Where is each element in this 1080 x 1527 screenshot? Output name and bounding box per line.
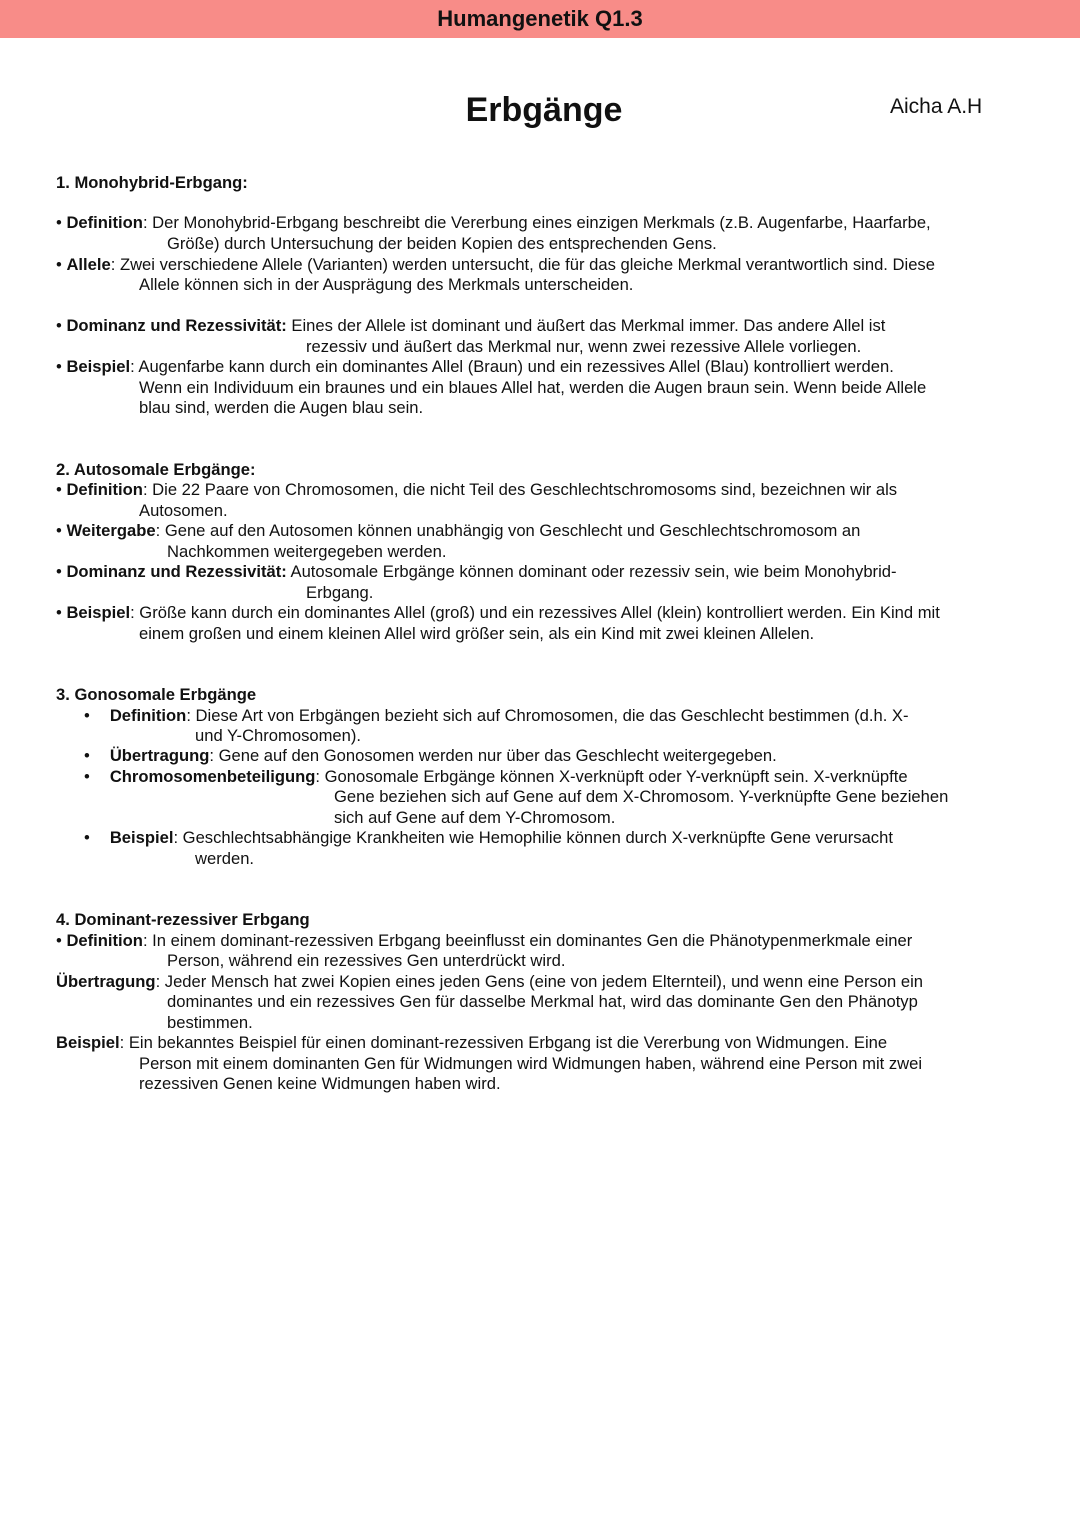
s2-dominance-line xyxy=(56,562,897,582)
section-heading-gonosomal: 3. Gonosomale Erbgänge xyxy=(56,685,257,704)
s1-dominance-line xyxy=(56,316,885,336)
bullet: • xyxy=(56,603,62,622)
section-heading-autosomal: 2. Autosomale Erbgänge: xyxy=(56,460,256,479)
s1-example-cont-2: blau sind, werden die Augen blau sein. xyxy=(139,398,424,417)
dominance-text: Autosomale Erbgänge können dominant oder rezessiv sein, wie beim Monohybrid- xyxy=(286,562,897,581)
header-banner xyxy=(0,0,1080,38)
allele-text: : Zwei verschiedene Allele (Varianten) werden untersucht, die für das gleiche Merkmal verantwortlich sind. Diese xyxy=(110,255,935,274)
s1-definition-cont: Größe) durch Untersuchung der beiden Kopien des entsprechenden Gens. xyxy=(167,234,717,253)
example-text: : Geschlechtsabhängige Krankheiten wie Hemophilie können durch X-verknüpfte Gene verursacht xyxy=(173,828,893,847)
s4-example-cont-2: rezessiven Genen keine Widmungen haben wird. xyxy=(139,1074,501,1093)
s1-allele-cont: Allele können sich in der Ausprägung des Merkmals unterscheiden. xyxy=(139,275,634,294)
passing-text: : Gene auf den Autosomen können unabhängig von Geschlecht und Geschlechtschromosom an xyxy=(155,521,861,540)
s2-dominance-cont: Erbgang. xyxy=(306,583,374,602)
s3-transfer-line xyxy=(84,746,777,766)
bullet: • xyxy=(56,316,62,335)
author-name: Aicha A.H xyxy=(890,95,983,118)
term-definition: Definition xyxy=(66,213,143,232)
bullet: • xyxy=(56,480,62,499)
transfer-text: : Gene auf den Gonosomen werden nur über das Geschlecht weitergegeben. xyxy=(209,746,777,765)
s1-example-line xyxy=(56,357,894,377)
s2-definition-cont: Autosomen. xyxy=(139,501,228,520)
bullet: • xyxy=(56,213,62,232)
term-chromosome: Chromosomenbeteiligung xyxy=(109,767,316,786)
s4-transfer-line xyxy=(56,972,923,992)
definition-text: : Die 22 Paare von Chromosomen, die nicht Teil des Geschlechtschromosoms sind, bezeichnen wir als xyxy=(142,480,898,499)
s3-chromosome-line xyxy=(84,767,908,787)
bullet: • xyxy=(56,255,62,274)
bullet: • xyxy=(84,767,90,786)
s4-example-line xyxy=(56,1033,887,1053)
s4-definition-line xyxy=(56,931,912,951)
term-definition: Definition xyxy=(66,931,143,950)
s3-definition-line xyxy=(84,706,909,726)
s3-definition-cont: und Y-Chromosomen). xyxy=(195,726,362,745)
s3-chromosome-cont-2: sich auf Gene auf dem Y-Chromosom. xyxy=(334,808,616,827)
definition-text: : In einem dominant-rezessiven Erbgang beeinflusst ein dominantes Gen die Phänotypenmerkmale einer xyxy=(142,931,913,950)
example-text: : Größe kann durch ein dominantes Allel (groß) und ein rezessives Allel (klein) kontrolliert werden. Ein Kind mit xyxy=(130,603,940,622)
term-definition: Definition xyxy=(109,706,187,725)
s3-example-line xyxy=(84,828,893,848)
s3-chromosome-cont-1: Gene beziehen sich auf Gene auf dem X-Chromosom. Y-verknüpfte Gene beziehen xyxy=(334,787,949,806)
s4-transfer-cont-2: bestimmen. xyxy=(167,1013,253,1032)
section-heading-monohybrid: 1. Monohybrid-Erbgang: xyxy=(56,173,248,192)
bullet: • xyxy=(56,521,62,540)
example-text: : Augenfarbe kann durch ein dominantes Allel (Braun) und ein rezessives Allel (Blau) kontrolliert werden. xyxy=(130,357,894,376)
bullet: • xyxy=(84,706,90,725)
definition-text: : Der Monohybrid-Erbgang beschreibt die Vererbung eines einzigen Merkmals (z.B. Augenfarbe, Haarfarbe, xyxy=(142,213,931,232)
term-example: Beispiel xyxy=(109,828,174,847)
s1-dominance-cont: rezessiv und äußert das Merkmal nur, wenn zwei rezessive Allele vorliegen. xyxy=(306,337,862,356)
s3-example-cont: werden. xyxy=(195,849,255,868)
s2-passing-line xyxy=(56,521,860,541)
s2-passing-cont: Nachkommen weitergegeben werden. xyxy=(167,542,447,561)
example-text: : Ein bekanntes Beispiel für einen dominant-rezessiven Erbgang ist die Vererbung von Widmungen. Eine xyxy=(119,1033,888,1052)
definition-text: : Diese Art von Erbgängen bezieht sich auf Chromosomen, die das Geschlecht bestimmen (d.h. X- xyxy=(186,706,909,725)
bullet: • xyxy=(56,931,62,950)
s1-definition-line xyxy=(56,213,931,233)
term-transfer: Übertragung xyxy=(109,746,210,765)
bullet: • xyxy=(84,746,90,765)
bullet: • xyxy=(56,562,62,581)
chromosome-text: : Gonosomale Erbgänge können X-verknüpft oder Y-verknüpft sein. X-verknüpfte xyxy=(315,767,908,786)
transfer-text: : Jeder Mensch hat zwei Kopien eines jeden Gens (eine von jedem Elternteil), und wenn eine Person ein xyxy=(155,972,924,991)
term-passing: Weitergabe xyxy=(66,521,156,540)
bullet: • xyxy=(56,357,62,376)
term-allele: Allele xyxy=(66,255,111,274)
s1-allele-line xyxy=(56,255,935,275)
s1-example-cont-1: Wenn ein Individuum ein braunes und ein blaues Allel hat, werden die Augen braun sein. Wenn beide Allele xyxy=(139,378,927,397)
s2-definition-line xyxy=(56,480,897,500)
term-dominance: Dominanz und Rezessivität: xyxy=(66,316,287,335)
term-transfer: Übertragung xyxy=(56,972,156,991)
dominance-text: Eines der Allele ist dominant und äußert das Merkmal immer. Das andere Allel ist xyxy=(286,316,886,335)
s4-transfer-cont-1: dominantes und ein rezessives Gen für dasselbe Merkmal hat, wird das dominante Gen den Phänotyp xyxy=(167,992,918,1011)
term-example: Beispiel xyxy=(66,603,131,622)
bullet: • xyxy=(84,828,90,847)
s4-definition-cont: Person, während ein rezessives Gen unterdrückt wird. xyxy=(167,951,566,970)
s4-example-cont-1: Person mit einem dominanten Gen für Widmungen wird Widmungen haben, während eine Person mit zwei xyxy=(139,1054,923,1073)
term-example: Beispiel xyxy=(56,1033,120,1052)
page-title: Erbgänge xyxy=(465,91,623,129)
s2-example-cont: einem großen und einem kleinen Allel wird größer sein, als ein Kind mit zwei kleinen Allelen. xyxy=(139,624,815,643)
section-heading-dominant-recessive: 4. Dominant-rezessiver Erbgang xyxy=(56,910,310,929)
term-example: Beispiel xyxy=(66,357,131,376)
banner-title: Humangenetik Q1.3 xyxy=(437,6,643,31)
term-definition: Definition xyxy=(66,480,143,499)
s2-example-line xyxy=(56,603,940,623)
term-dominance: Dominanz und Rezessivität: xyxy=(66,562,287,581)
